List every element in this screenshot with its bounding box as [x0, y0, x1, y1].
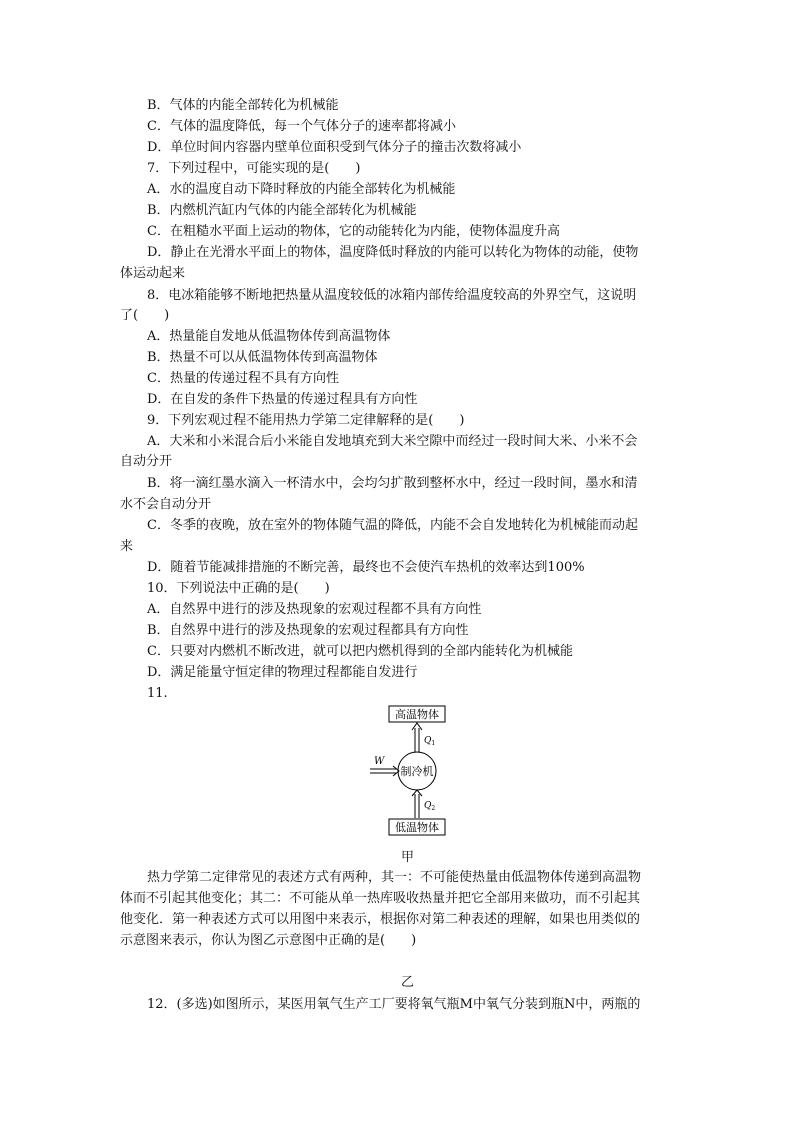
machine-label: 制冷机	[400, 765, 434, 778]
q2-arrow-head	[412, 790, 422, 796]
para11-line-2: 体而不引起其他变化；其二：不可能从单一热库吸收热量并把它全部用来做功，而不引起其	[120, 891, 641, 906]
option-7a: A．水的温度自动下降时释放的内能全部转化为机械能	[147, 182, 456, 197]
option-6b: B．气体的内能全部转化为机械能	[147, 98, 339, 113]
option-8b: B．热量不可以从低温物体传到高温物体	[147, 350, 378, 365]
question-12: 12．(多选)如图所示，某医用氧气生产工厂要将氧气瓶M中氧气分装到瓶N中，两瓶的	[147, 997, 641, 1012]
q2-label: $Q_2$	[424, 801, 436, 812]
option-9b: B．将一滴红墨水滴入一杯清水中，会均匀扩散到整杯水中，经过一段时间，墨水和清	[147, 476, 638, 491]
option-9a-cont: 自动分开	[120, 454, 173, 469]
option-7d-cont: 体运动起来	[120, 266, 186, 281]
option-9c-cont: 来	[120, 539, 134, 554]
question-9: 9．下列宏观过程不能用热力学第二定律解释的是( )	[147, 413, 465, 428]
figure-caption-jia: 甲	[401, 850, 415, 865]
question-11: 11.	[147, 686, 168, 701]
q1-arrow-head	[412, 723, 422, 730]
q1-label: $Q_1$	[424, 736, 436, 747]
low-temp-label: 低温物体	[395, 821, 439, 834]
option-6c: C．气体的温度降低，每一个气体分子的速率都将减小	[147, 119, 456, 134]
para11-line-1: 热力学第二定律常见的表述方式有两种，其一：不可能使热量由低温物体传递到高温物	[147, 870, 642, 885]
question-10: 10．下列说法中正确的是( )	[147, 581, 330, 596]
w-label: W	[374, 756, 385, 767]
option-10b: B．自然界中进行的涉及热现象的宏观过程都具有方向性	[147, 623, 469, 638]
option-6d: D．单位时间内容器内壁单位面积受到气体分子的撞击次数将减小	[147, 140, 522, 155]
option-9a: A．大米和小米混合后小米能自发地填充到大米空隙中而经过一段时间大米、小米不会	[147, 434, 638, 449]
para11-line-3: 他变化．第一种表述方式可以用图中来表示，根据你对第二种表述的理解，如果也用类似的	[120, 912, 641, 927]
question-8: 8．电冰箱能够不断地把热量从温度较低的冰箱内部传给温度较高的外界空气，这说明	[147, 288, 637, 303]
question-8-cont: 了( )	[120, 308, 170, 323]
high-temp-label: 高温物体	[395, 708, 439, 721]
option-8a: A．热量能自发地从低温物体传到高温物体	[147, 329, 391, 344]
para11-line-4: 示意图来表示，你认为图乙示意图中正确的是( )	[120, 933, 417, 948]
figure-caption-yi: 乙	[401, 975, 415, 990]
option-9d: D．随着节能减排措施的不断完善，最终也不会使汽车热机的效率达到100%	[147, 560, 585, 575]
option-9b-cont: 水不会自动分开	[120, 497, 212, 512]
option-8d: D．在自发的条件下热量的传递过程具有方向性	[147, 392, 418, 407]
option-8c: C．热量的传递过程不具有方向性	[147, 371, 339, 386]
option-9c: C．冬季的夜晚，放在室外的物体随气温的降低，内能不会自发地转化为机械能而动起	[147, 518, 638, 533]
option-10d: D．满足能量守恒定律的物理过程都能自发进行	[147, 665, 418, 680]
question-7: 7．下列过程中，可能实现的是( )	[147, 161, 361, 176]
refrigerator-diagram	[360, 700, 470, 840]
option-10a: A．自然界中进行的涉及热现象的宏观过程都不具有方向性	[147, 602, 482, 617]
option-7b: B．内燃机汽缸内气体的内能全部转化为机械能	[147, 203, 417, 218]
option-7c: C．在粗糙水平面上运动的物体，它的动能转化为内能，使物体温度升高	[147, 224, 560, 239]
option-10c: C．只要对内燃机不断改进，就可以把内燃机得到的全部内能转化为机械能	[147, 644, 573, 659]
option-7d: D．静止在光滑水平面上的物体，温度降低时释放的内能可以转化为物体的动能，使物	[147, 245, 639, 260]
